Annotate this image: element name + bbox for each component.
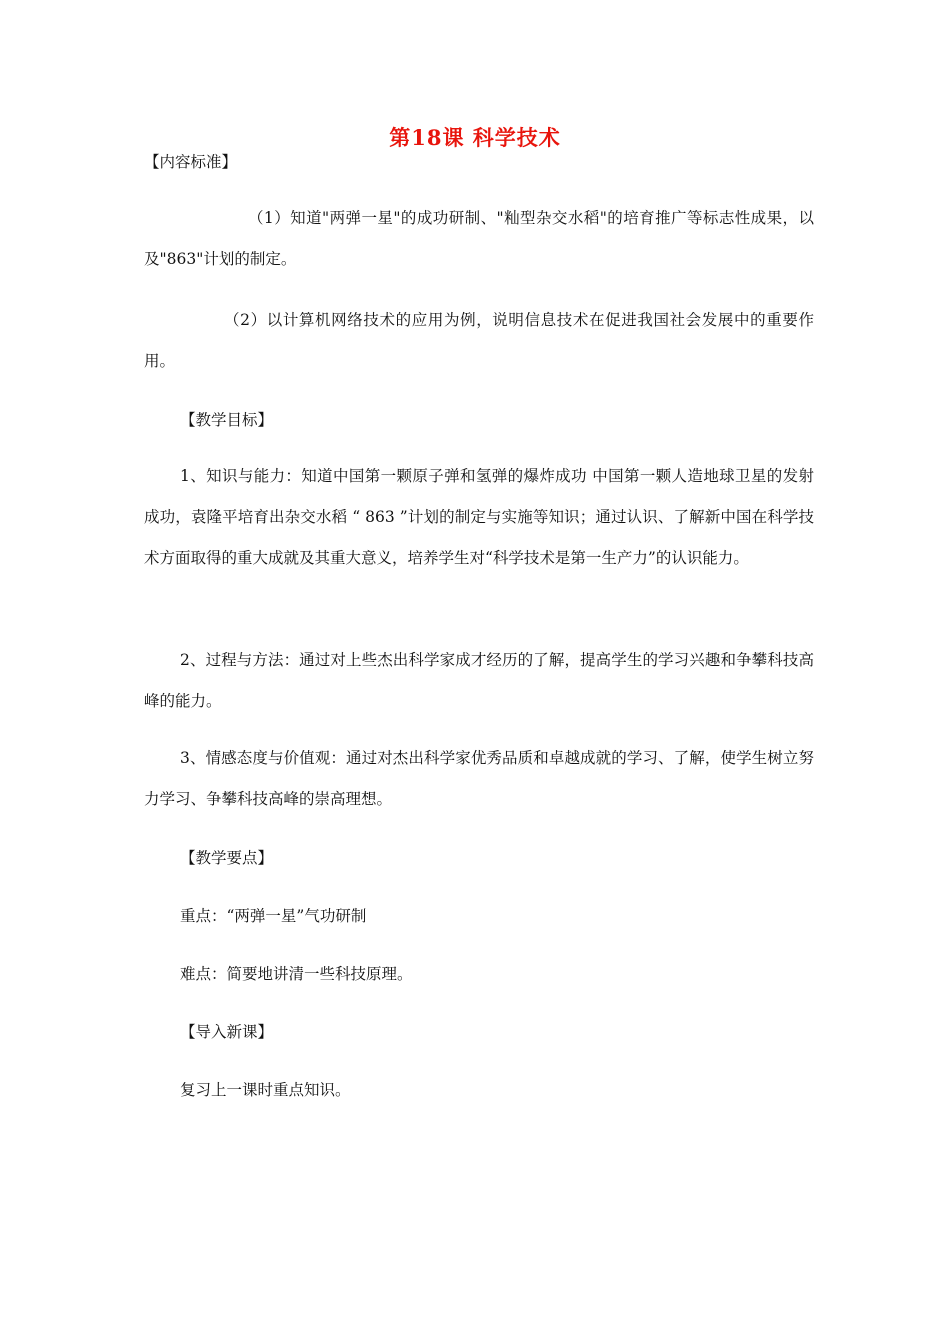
intro-text: 复习上一课时重点知识。 (180, 1081, 351, 1099)
heading-teaching-goals: 【教学目标】 (180, 411, 274, 429)
heading-intro: 【导入新课】 (180, 1023, 274, 1041)
standard-item-2: （2）以计算机网络技术的应用为例，说明信息技术在促进我国社会发展中的重要作用。 (144, 311, 814, 370)
goal-item-3: 3、情感态度与价值观：通过对杰出科学家优秀品质和卓越成就的学习、了解，使学生树立努力学习、争攀科技高峰的崇高理想。 (144, 749, 814, 808)
difficulty-text: 难点：简要地讲清一些科技原理。 (180, 965, 413, 983)
goal-item-1: 1、知识与能力：知道中国第一颗原子弹和氢弹的爆炸成功 中国第一颗人造地球卫星的发射成功，袁隆平培育出杂交水稻 “ 863 ”计划的制定与实施等知识；通过认识、了解新中国在科学技术方面取得的重大成就及其重大意义，培养学生对“科学技术是第一生产力”的认识能力。 (144, 467, 814, 567)
document-title: 第18课 科学技术 (389, 125, 561, 150)
heading-key-points: 【教学要点】 (180, 849, 274, 867)
standard-item-1: （1）知道"两弹一星"的成功研制、"籼型杂交水稻"的培育推广等标志性成果，以及"863"计划的制定。 (144, 209, 814, 268)
goal-item-2: 2、过程与方法：通过对上些杰出科学家成才经历的了解，提高学生的学习兴趣和争攀科技高峰的能力。 (144, 651, 814, 710)
key-point-text: 重点：“两弹一星”气功研制 (180, 907, 367, 925)
heading-content-standard: 【内容标准】 (144, 153, 238, 171)
